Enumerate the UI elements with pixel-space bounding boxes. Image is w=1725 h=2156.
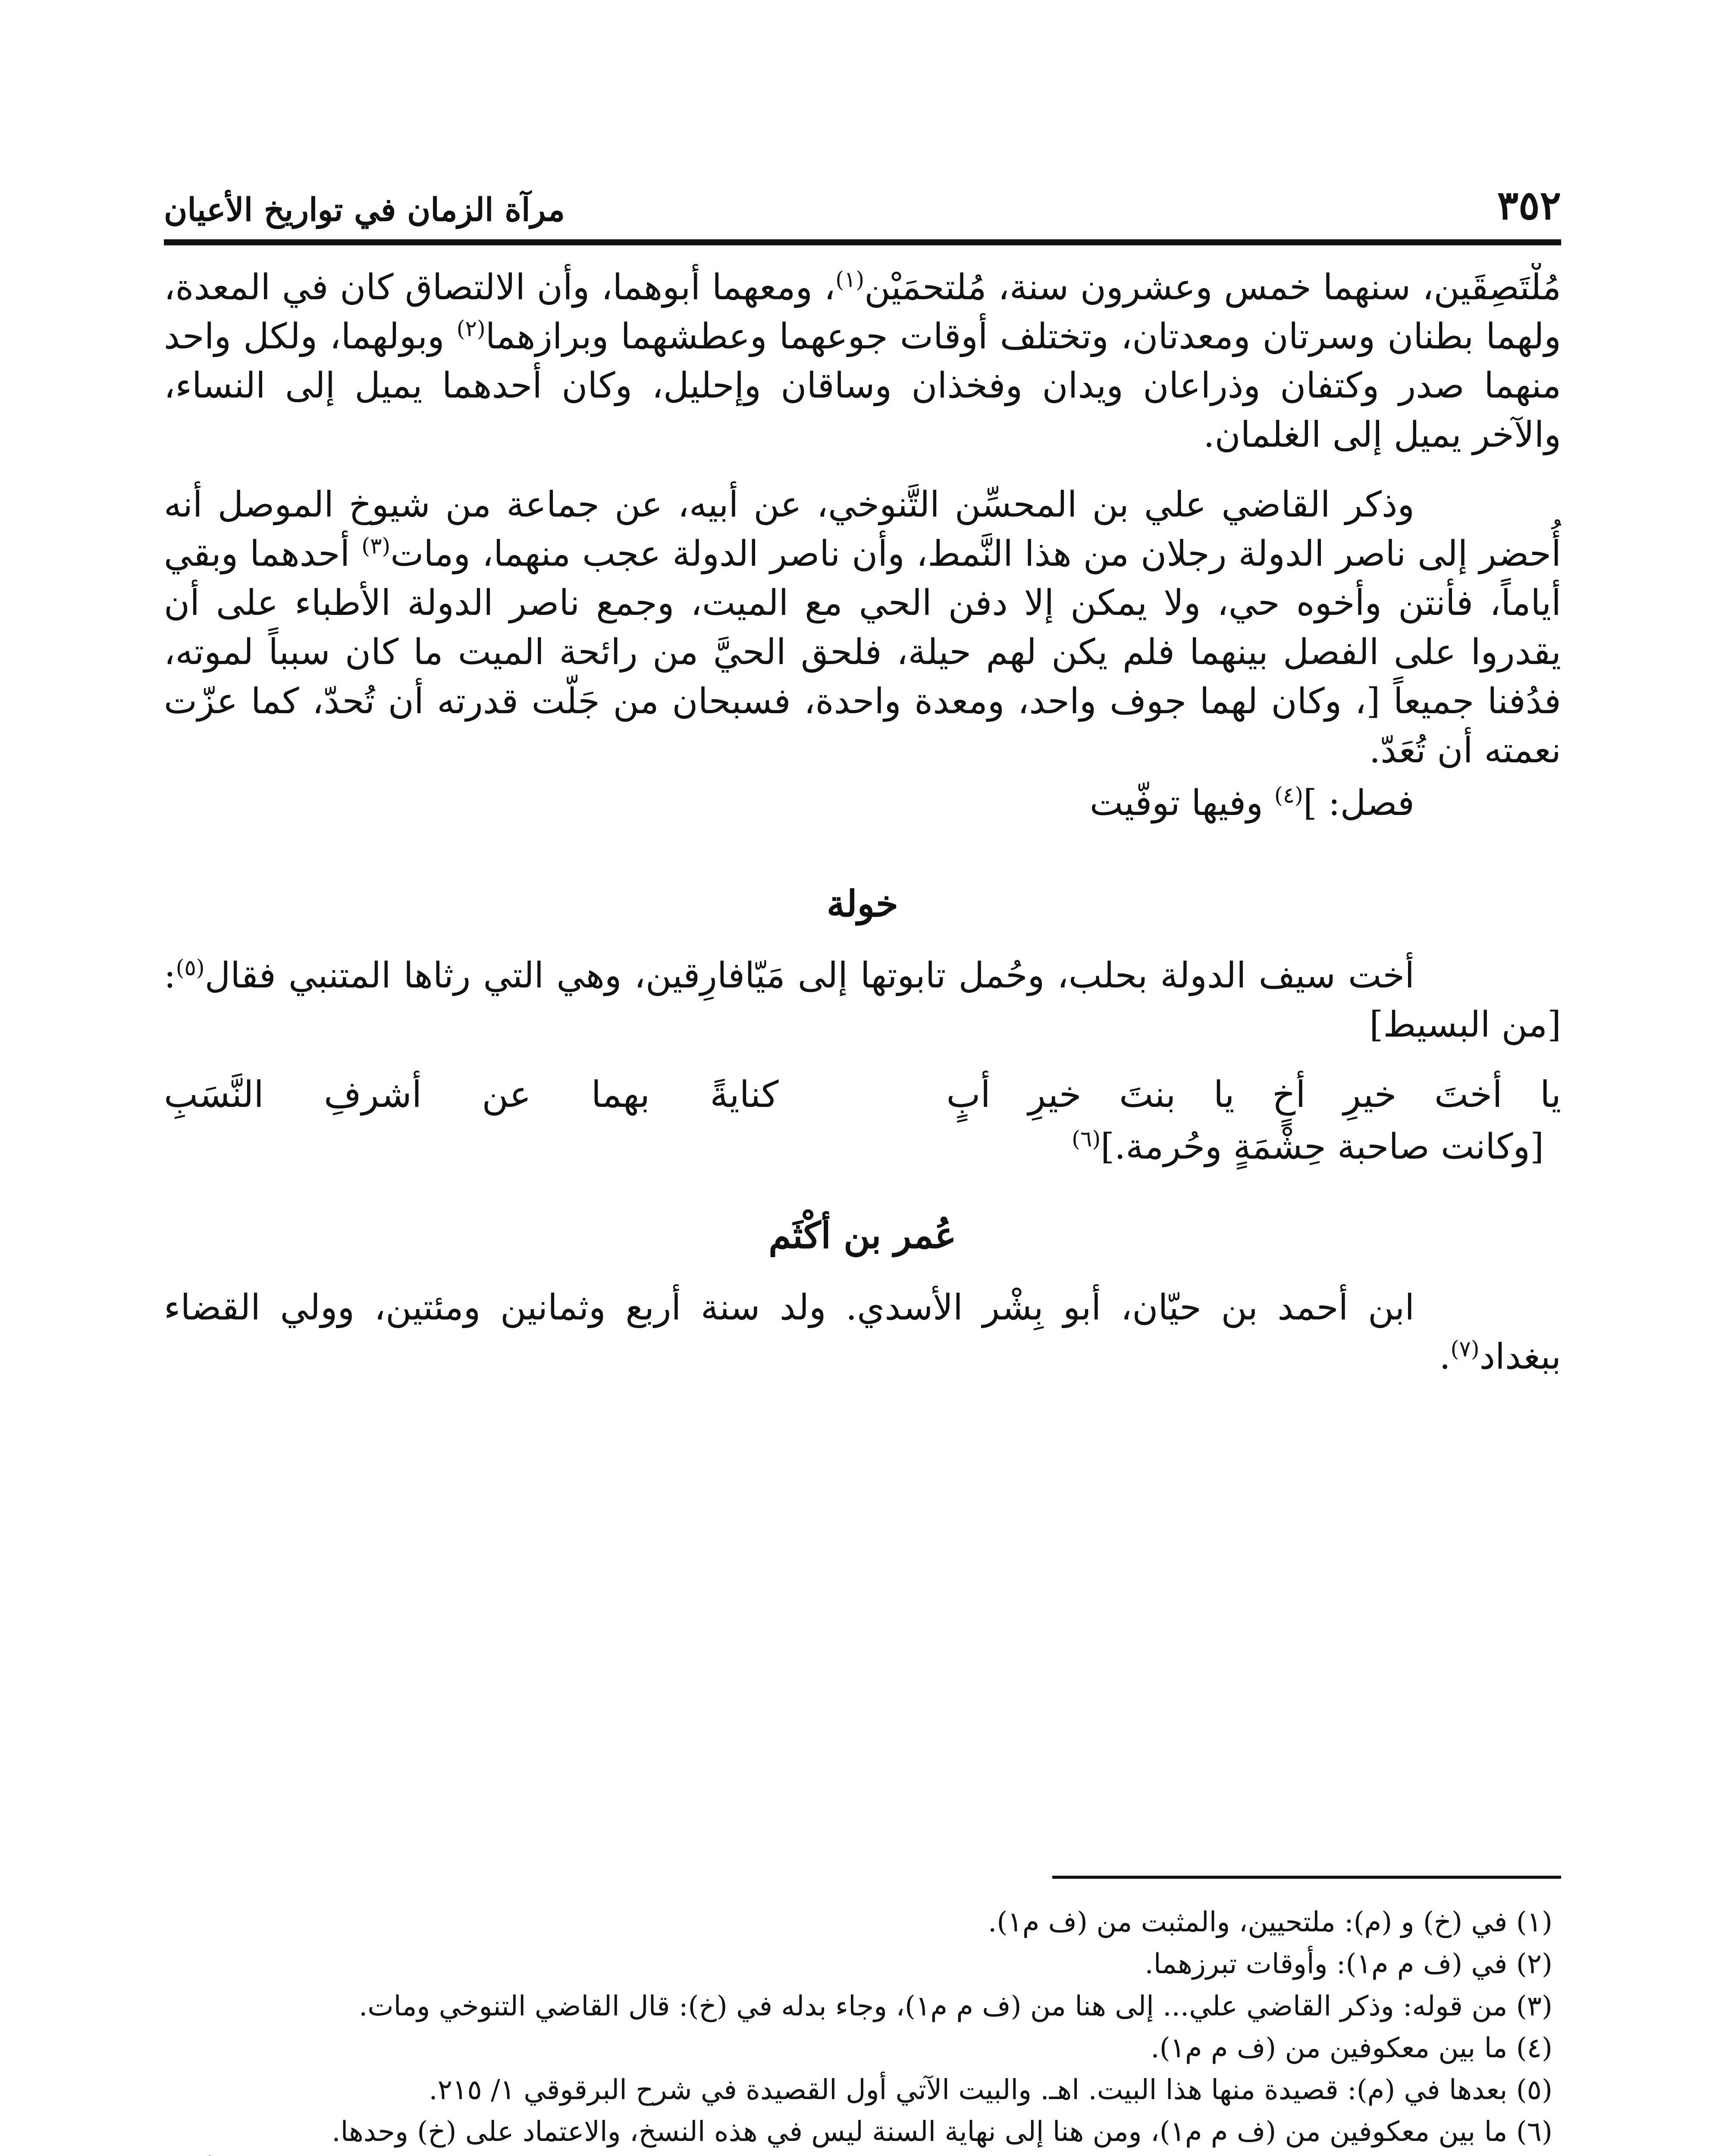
footnote-ref-7[interactable]: (٧) bbox=[1450, 1336, 1480, 1362]
page-header bbox=[164, 160, 1561, 229]
poem-verse bbox=[164, 1069, 1561, 1120]
footnote-rule bbox=[1052, 1876, 1561, 1879]
poem-first-hemistich: يا أختَ خيرِ أخٍ يا بنتَ خيرِ أبٍ bbox=[946, 1073, 1561, 1116]
running-title: مرآة الزمان في تواريخ الأعيان bbox=[164, 191, 565, 229]
main-text bbox=[164, 263, 1561, 1867]
header-rule bbox=[164, 239, 1561, 245]
heading-khawla: خولة bbox=[827, 882, 898, 925]
footnote-4: (٤) ما بين معكوفين من (ف م م١). bbox=[1151, 2032, 1552, 2064]
heading-omar-ibn-aktham: عُمر بن أكْثَم bbox=[768, 1214, 957, 1257]
footnote-ref-3[interactable]: (٣) bbox=[361, 533, 391, 559]
page-number: ٣٥٢ bbox=[1497, 182, 1561, 229]
footnote-ref-4[interactable]: (٤) bbox=[1274, 782, 1303, 808]
footnote-5: (٥) بعدها في (م): قصيدة منها هذا البيت. اهـ. والبيت الآتي أول القصيدة في شرح البرقوقي ١/ ٢١٥. bbox=[429, 2074, 1552, 2106]
footnote-ref-2[interactable]: (٢) bbox=[456, 316, 486, 342]
footnote-ref-1[interactable]: (١) bbox=[835, 266, 865, 292]
footnote-1: (١) في (خ) و (م): ملتحيين، والمثبت من (ف م١). bbox=[988, 1906, 1552, 1938]
footnote-6: (٦) ما بين معكوفين من (ف م م١)، ومن هنا إلى نهاية السنة ليس في هذه النسخ، والاعتماد على (خ) وحدها. bbox=[332, 2116, 1552, 2148]
footnote-2: (٢) في (ف م م١): وأوقات تبرزهما. bbox=[1145, 1948, 1552, 1981]
footnote-7 bbox=[185, 2153, 1552, 2156]
section-fasl: فصل: ]$^{(٤)}$ وفيها توفّيت bbox=[1089, 782, 1414, 824]
footnotes bbox=[185, 1902, 1552, 2156]
bracketed-note: [وكانت صاحبة حِشْمَةٍ وحُرمة.]$^{(٦)}$ bbox=[1072, 1126, 1544, 1168]
paragraph-khawla: أخت سيف الدولة بحلب، وحُمل تابوتها إلى مَيّافارِقين، وهي التي رثاها المتنبي فقال$^{(٥)}$: [من البسيط] bbox=[164, 955, 1561, 1046]
footnote-ref-5[interactable]: (٥) bbox=[176, 955, 205, 981]
footnote-ref-6[interactable]: (٦) bbox=[1072, 1126, 1101, 1152]
paragraph-tanukhi-report: وذكر القاضي علي بن المحسِّن التَّنوخي، عن أبيه، عن جماعة من شيوخ الموصل أنه أُحضر إلى ناصر الدولة رجلان من هذا النَّمط، وأن ناصر الدولة عجب منهما، ومات$^{(٣)}$ أحدهما وبقي أياماً، فأنتن وأخوه حي، ولا يمكن إلا دفن الحي مع الميت، وجمع ناصر الدولة الأطباء على أن يقدروا على الفصل بينهما فلم يكن لهم حيلة، فلحق الحيَّ من رائحة الميت ما كان سبباً لموته، فدُفنا جميعاً [، وكان لهما جوف واحد، ومعدة واحدة، فسبحان من جَلّت قدرته أن تُحدّ، كما عزّت نعمته أن تُعَدّ. bbox=[164, 484, 1561, 771]
paragraph-omar: ابن أحمد بن حيّان، أبو بِشْر الأسدي. ولد سنة أربع وثمانين ومئتين، وولي القضاء ببغداد$^{(٧)}$. bbox=[164, 1287, 1561, 1377]
footnote-3: (٣) من قوله: وذكر القاضي علي... إلى هنا من (ف م م١)، وجاء بدله في (خ): قال القاضي التنوخي ومات. bbox=[358, 1990, 1552, 2022]
poem-second-hemistich: كنايةً بهما عن أشرفِ النَّسَبِ bbox=[164, 1073, 779, 1116]
paragraph-conjoined-twins: مُلْتَصِقَين، سنهما خمس وعشرون سنة، مُلتحمَيْن$^{(١)}$، ومعهما أبوهما، وأن الالتصاق كان في المعدة، ولهما بطنان وسرتان ومعدتان، وتختلف أوقات جوعهما وعطشهما وبرازهما$^{(٢)}$ وبولهما، ولكل واحد منهما صدر وكتفان وذراعان ويدان وفخذان وساقان وإحليل، وكان أحدهما يميل إلى النساء، والآخر يميل إلى الغلمان. bbox=[164, 266, 1561, 455]
